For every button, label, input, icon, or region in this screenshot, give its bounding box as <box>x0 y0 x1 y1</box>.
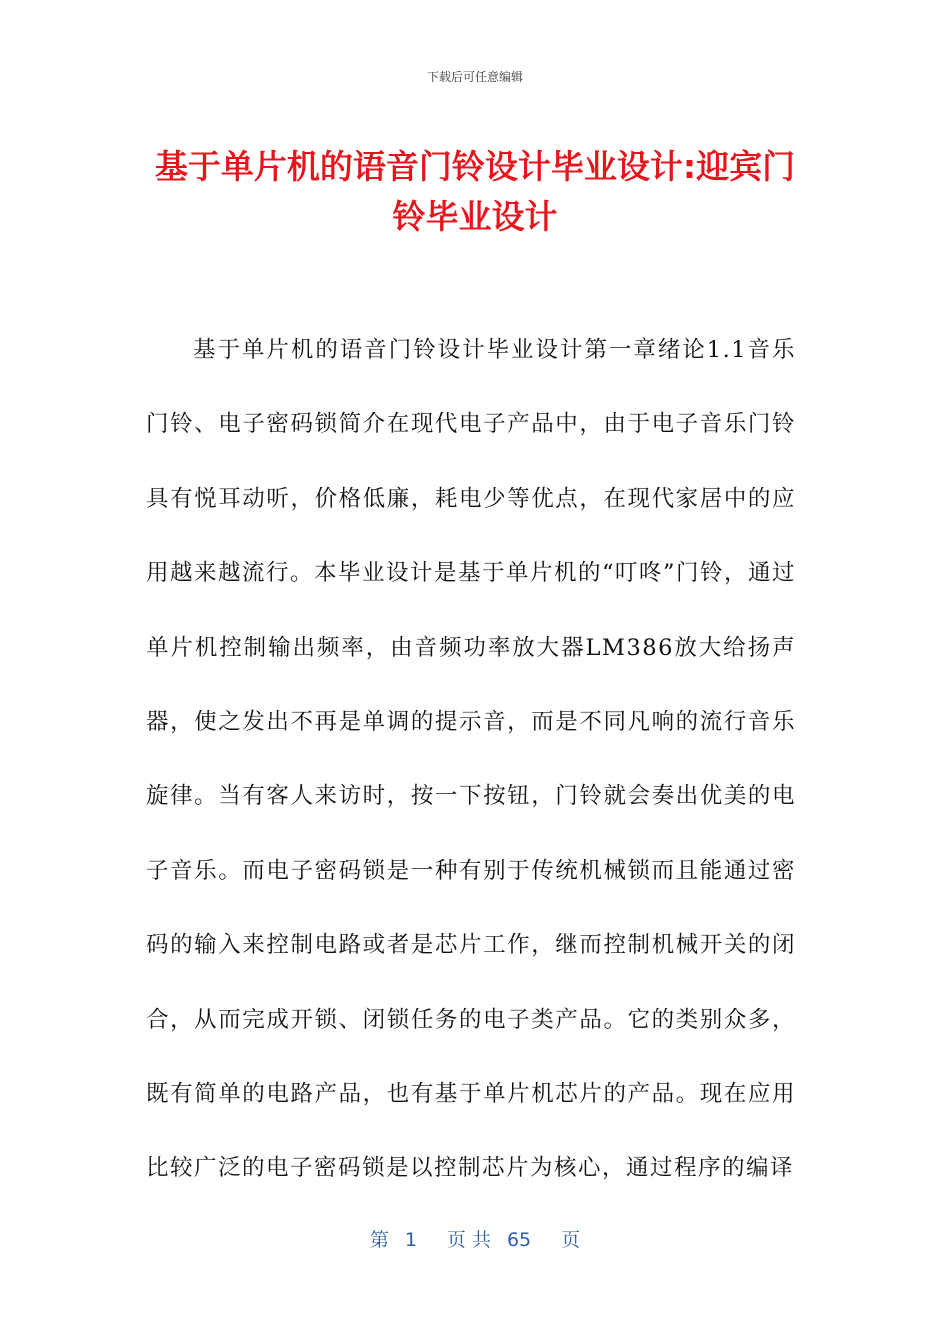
footer-suffix: 页 <box>561 1229 581 1251</box>
body-paragraph: 基于单片机的语音门铃设计毕业设计第一章绪论1.1音乐门铃、电子密码锁简介在现代电子产品中，由于电子音乐门铃具有悦耳动听，价格低廉，耗电少等优点，在现代家居中的应用越来越流行。本毕业设计是基于单片机的“叮咚”门铃，通过单片机控制输出频率，由音频功率放大器LM386放大给扬声器，使之发出不再是单调的提示音，而是不同凡响的流行音乐旋律。当有客人来访时，按一下按钮，门铃就会奏出优美的电子音乐。而电子密码锁是一种有别于传统机械锁而且能通过密码的输入来控制电路或者是芯片工作，继而控制机械开关的闭合，从而完成开锁、闭锁任务的电子类产品。它的类别众多，既有简单的电路产品，也有基于单片机芯片的产品。现在应用比较广泛的电子密码锁是以控制芯片为核心，通过程序的编译 <box>146 337 797 1182</box>
current-page-number: 1 <box>404 1229 417 1251</box>
total-pages-number: 65 <box>506 1229 532 1251</box>
footer-middle: 页 共 <box>446 1229 491 1251</box>
footer-prefix: 第 <box>369 1229 389 1251</box>
page-footer <box>0 1225 950 1252</box>
header-note: 下载后可任意编辑 <box>426 70 523 84</box>
document-title: 基于单片机的语音门铃设计毕业设计:迎宾门铃毕业设计 <box>154 147 796 236</box>
